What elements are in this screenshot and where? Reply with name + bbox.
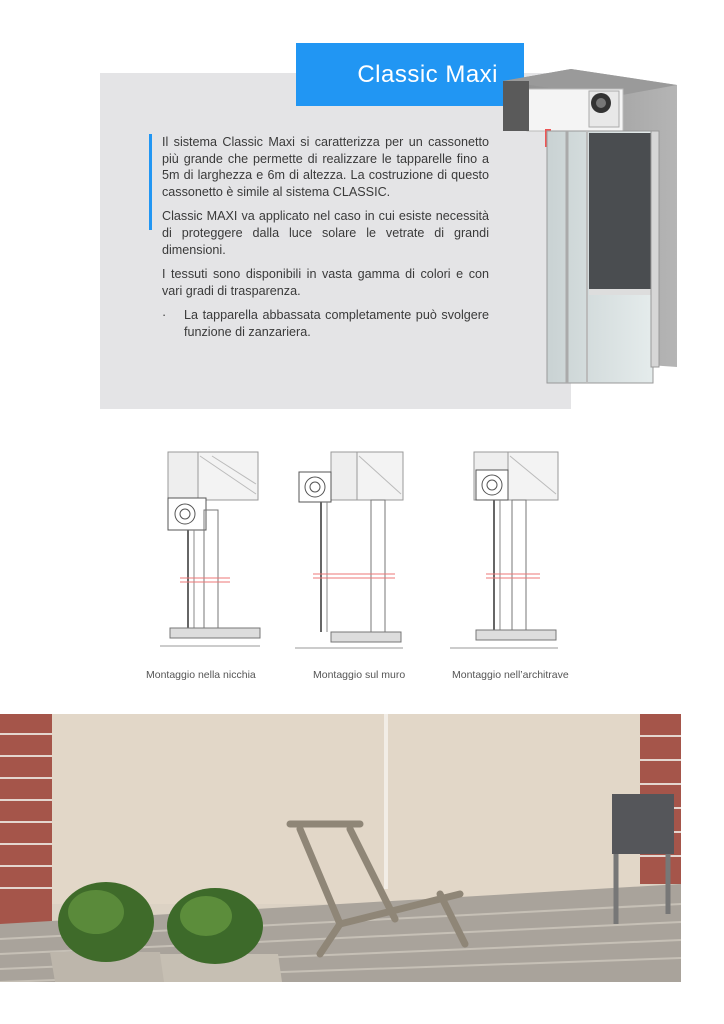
page-title: [296, 43, 524, 106]
diagram-niche: [160, 450, 270, 660]
diagram-lintel: [450, 450, 560, 660]
paragraph-3: I tessuti sono disponibili in vasta gamma di colori e con vari gradi di trasparenza.: [162, 267, 489, 298]
product-image: [501, 67, 681, 387]
bullet-text: La tapparella abbassata completamente può svolgere funzione di zanzariera.: [184, 308, 489, 339]
installation-diagrams: [140, 450, 600, 690]
bullet-marker: ·: [162, 308, 167, 323]
terrace-photo: [0, 714, 681, 982]
description: [162, 134, 489, 341]
diagram-wall: [295, 450, 405, 660]
caption-lintel: Montaggio nell’architrave: [452, 669, 569, 681]
bullet-item: [162, 307, 489, 340]
page-title-text: Classic Maxi: [357, 60, 498, 88]
accent-bar: [149, 134, 152, 230]
paragraph-2: Classic MAXI va applicato nel caso in cui esiste necessità di proteggere dalla luce solare le vetrate di grandi dimensioni.: [162, 209, 489, 257]
caption-niche: Montaggio nella nicchia: [146, 669, 256, 681]
paragraph-1: Il sistema Classic Maxi si caratterizza per un cassonetto più grande che permette di realizzare le tapparelle fino a 5m di larghezza e 6m di altezza. La costruzione di questo cassonetto è simile al sistema CLASSIC.: [162, 135, 489, 199]
caption-wall: Montaggio sul muro: [313, 669, 406, 681]
